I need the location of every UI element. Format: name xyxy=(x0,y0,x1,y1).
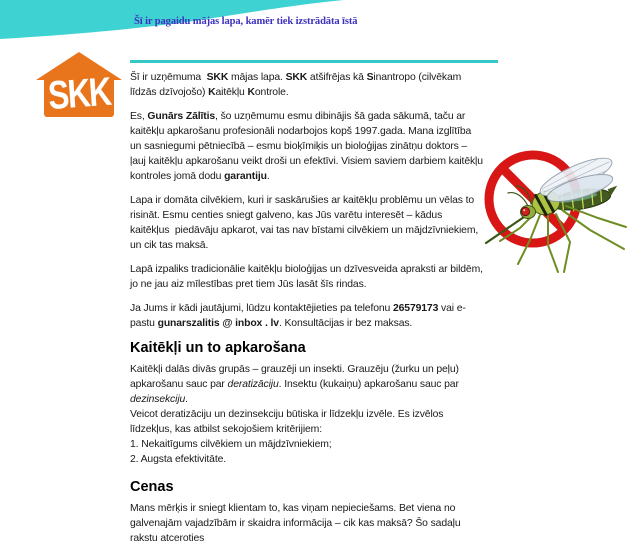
pest-groups-paragraph xyxy=(130,362,484,407)
teal-divider xyxy=(130,60,498,63)
text-segment: inantropo (cilvēkam līdzās dzīvojošo) xyxy=(130,72,464,98)
text-segment: deratizāciju xyxy=(227,379,279,390)
no-biology-paragraph xyxy=(130,262,484,292)
text-segment: K xyxy=(247,87,255,98)
text-segment: Šī ir uzņēmuma xyxy=(130,72,207,83)
text-segment: . xyxy=(185,394,188,405)
text-segment: Gunārs Zālītis xyxy=(147,111,216,122)
text-segment: . xyxy=(266,171,270,182)
text-segment: Lapa ir domāta cilvēkiem, kuri ir saskārušies ar kaitēkļu problēmu un vēlas to risināt. Esmu centies sniegt galveno, kas Jūs varētu interesēt – kādus kaitēkļus piedāvāju apkarot, vai tas nav bīstami cilvēkiem un mājdzīvniekiem, un cik tas maksā. xyxy=(130,195,481,251)
text-segment: atšifrējas kā xyxy=(307,72,367,83)
text-segment: S xyxy=(366,72,374,83)
about-owner-paragraph xyxy=(130,109,484,184)
criteria-item-2 xyxy=(130,452,484,467)
text-segment: gunarszalitis @ inbox . lv xyxy=(157,318,279,329)
text-segment: Es, xyxy=(130,111,148,122)
text-segment: 2. Augsta efektivitāte. xyxy=(130,454,227,465)
contact-paragraph xyxy=(130,301,484,331)
text-segment: 26579173 xyxy=(392,303,439,314)
text-segment: . Insektu (kukaiņu) apkarošanu sauc par xyxy=(278,379,462,390)
text-segment: dezinsekciju xyxy=(130,394,186,405)
skk-logo-icon xyxy=(36,52,129,119)
main-content xyxy=(130,64,484,555)
text-segment: K xyxy=(208,87,216,98)
text-segment: ontrole. xyxy=(254,87,289,98)
text-segment: SKK xyxy=(285,72,308,83)
text-segment: 1. Nekaitīgums cilvēkiem un mājdzīvniekiem; xyxy=(130,439,332,450)
no-mosquitoes-icon xyxy=(478,142,628,282)
text-segment: SKK xyxy=(206,72,229,83)
text-segment: garantiju xyxy=(224,171,267,182)
text-segment: mājas lapa. xyxy=(228,72,286,83)
text-segment: Kaitēkļi dalās divās grupās – grauzēji un insekti. Grauzēju (žurku un peļu) apkarošanu sauc par xyxy=(130,364,462,390)
logo-text: SKK xyxy=(46,68,129,119)
text-segment: , šo uzņēmumu esmu dibinājis šā gada sākumā, taču ar kaitēkļu apkarošanu profesionāli nodarbojos kopš 1997.gada. Mana izglītība un sasniegumi pētniecībā – esmu bioķīmiķis un bioloģijas zinātņu doktors – ļauj kaitēkļu apkarošanu veikt droši un efektīvi. Visiem saviem darbiem kaitēkļu kontroles jomā dodu xyxy=(130,111,486,182)
text-segment: Lapā izpaliks tradicionālie kaitēkļu bioloģijas un dzīvesveida apraksti ar bildēm, jo ne jau aiz mīlestības pret tiem Jūs lasāt šīs rindas. xyxy=(130,264,486,290)
text-segment: . Konsultācijas ir bez maksas. xyxy=(278,318,413,329)
text-segment: vai e-pastu xyxy=(130,303,466,329)
text-segment: aitēkļu xyxy=(215,87,248,98)
text-segment: Mans mērķis ir sniegt klientam to, kas viņam nepieciešams. Bet viena no galvenajām vajadzībām ir skaidra informācija – cik kas maksā? Šo sadaļu rakstu atceroties xyxy=(130,503,464,544)
text-segment: Veicot deratizāciju un dezinsekciju būtiska ir līdzekļu izvēle. Es izvēlos līdzekļus, kas atbilst sekojošiem kritērijiem: xyxy=(130,409,447,435)
intro-paragraph xyxy=(130,70,484,100)
criteria-intro-paragraph xyxy=(130,407,484,437)
prices-section-heading: Cenas xyxy=(130,479,174,495)
prices-paragraph xyxy=(130,501,484,546)
purpose-paragraph xyxy=(130,193,484,253)
temporary-page-banner: Šī ir pagaidu mājas lapa, kamēr tiek izstrādāta īstā xyxy=(134,16,358,27)
pests-section-heading: Kaitēkļi un to apkarošana xyxy=(130,340,306,356)
criteria-item-1 xyxy=(130,437,484,452)
text-segment: Ja Jums ir kādi jautājumi, lūdzu kontaktējieties pa telefonu xyxy=(130,303,393,314)
